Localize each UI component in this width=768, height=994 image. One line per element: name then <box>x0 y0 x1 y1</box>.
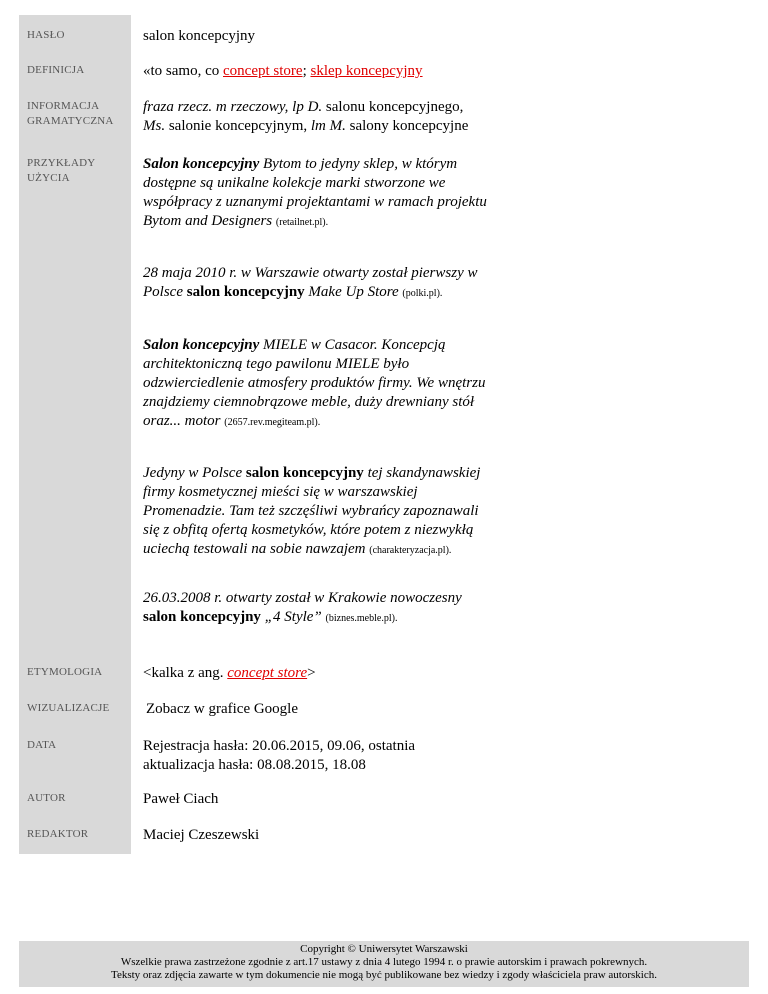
definition-label: DEFINICJA <box>27 64 85 76</box>
visualizations-label: WIZUALIZACJE <box>27 702 110 714</box>
link-concept-store[interactable]: concept store <box>223 63 303 79</box>
author-label: AUTOR <box>27 792 66 804</box>
grammar-form-1: salonu koncepcyjnego, <box>322 99 464 115</box>
example-5-text-a: 26.03.2008 r. otwarty został w Krakowie nowoczesny <box>143 590 462 606</box>
date-line2: aktualizacja hasła: 08.08.2015, 18.08 <box>143 757 366 773</box>
grammar-label-line1: INFORMACJA <box>27 100 100 112</box>
example-4 <box>143 464 498 560</box>
grammar-value <box>143 98 513 136</box>
footer-copyright: Copyright © Uniwersytet Warszawski <box>300 943 468 955</box>
copyright-footer <box>19 941 749 987</box>
example-1-source: (retailnet.pl). <box>275 217 329 228</box>
label-column-background <box>19 15 131 854</box>
author-value: Paweł Ciach <box>143 791 219 807</box>
date-line1: Rejestracja hasła: 20.06.2015, 09.06, ostatnia <box>143 738 416 754</box>
etymology-value <box>143 664 513 683</box>
example-5-source: (biznes.meble.pl). <box>325 613 398 624</box>
grammar-form-2: salonie koncepcyjnym, <box>165 118 311 134</box>
example-2 <box>143 264 498 303</box>
etymology-suffix: > <box>307 665 316 681</box>
example-5-text-b: „4 Style” <box>260 609 322 625</box>
footer-rights: Wszelkie prawa zastrzeżone zgodnie z art.17 ustawy z dnia 4 lutego 1994 r. o prawie autorskim i prawach pokrewnych. <box>120 956 648 968</box>
link-sklep-koncepcyjny[interactable]: sklep koncepcyjny <box>310 63 423 79</box>
grammar-line2 <box>143 117 513 136</box>
example-5 <box>143 589 498 628</box>
example-2-text-a: 28 maja 2010 r. w Warszawie otwarty został pierwszy w Polsce <box>143 265 478 300</box>
example-2-source: (polki.pl). <box>402 288 443 299</box>
example-3-headword: Salon koncepcyjny <box>143 337 260 353</box>
example-1-text: Bytom to jedyny sklep, w którym dostępne są unikalne kolekcje marki stworzone we współpracy z uznanymi projektantami w ramach projektu Bytom and Designers <box>143 156 487 229</box>
example-4-text-b: tej skandynawskiej firmy kosmetycznej mieści się w warszawskiej Promenadzie. Tam też szczęśliwi wybrańcy zapoznawali się z obfitą ofertą kosmetyków, które potem z niezwykłą uciechą testowali na sobie nawzajem <box>143 465 481 557</box>
definition-separator: ; <box>302 63 311 79</box>
grammar-form-3: salony koncepcyjne <box>345 118 469 134</box>
etymology-prefix: <kalka z ang. <box>143 665 228 681</box>
examples-label-line1: PRZYKŁADY <box>27 157 96 169</box>
etymology-label: ETYMOLOGIA <box>27 666 103 678</box>
editor-label: REDAKTOR <box>27 828 89 840</box>
grammar-label-line2: GRAMATYCZNA <box>27 115 114 127</box>
example-1 <box>143 155 498 232</box>
headword-value: salon koncepcyjny <box>143 28 256 44</box>
example-2-headword: salon koncepcyjny <box>186 284 305 300</box>
grammar-tag-1: fraza rzecz. m rzeczowy, lp D. <box>143 99 323 115</box>
examples-label-line2: UŻYCIA <box>27 172 70 184</box>
grammar-line1 <box>143 98 513 117</box>
example-2-text-b: Make Up Store <box>304 284 399 300</box>
footer-notice: Teksty oraz zdjęcia zawarte w tym dokumencie nie mogą być publikowane bez wiedzy i zgody właściciela praw autorskich. <box>111 969 657 981</box>
editor-value: Maciej Czeszewski <box>143 827 260 843</box>
example-5-headword: salon koncepcyjny <box>143 609 261 625</box>
date-value <box>143 737 563 775</box>
example-1-headword: Salon koncepcyjny <box>143 156 260 172</box>
date-label: DATA <box>27 739 57 751</box>
grammar-tag-3: lm M. <box>310 118 346 134</box>
headword-label: HASŁO <box>27 29 65 41</box>
link-etymology-concept-store[interactable]: concept store <box>227 665 308 681</box>
example-4-source: (charakteryzacja.pl). <box>369 545 452 556</box>
definition-prefix: «to samo, co <box>143 63 223 79</box>
example-4-headword: salon koncepcyjny <box>245 465 364 481</box>
example-3 <box>143 336 498 432</box>
grammar-label <box>27 99 114 129</box>
example-4-text-a: Jedyny w Polsce <box>143 465 246 481</box>
example-3-text: MIELE w Casacor. Koncepcją architektoniczną tego pawilonu MIELE było odzwierciedlenie atmosfery produktów firmy. We wnętrzu znajdziemy ciemnobrązowe meble, duży drewniany stół oraz... motor <box>143 337 486 429</box>
google-images-link[interactable]: Zobacz w grafice Google <box>146 701 299 717</box>
definition-value <box>143 62 513 81</box>
examples-label <box>27 156 95 186</box>
grammar-tag-2: Ms. <box>143 118 166 134</box>
example-3-source: (2657.rev.megiteam.pl). <box>224 417 321 428</box>
